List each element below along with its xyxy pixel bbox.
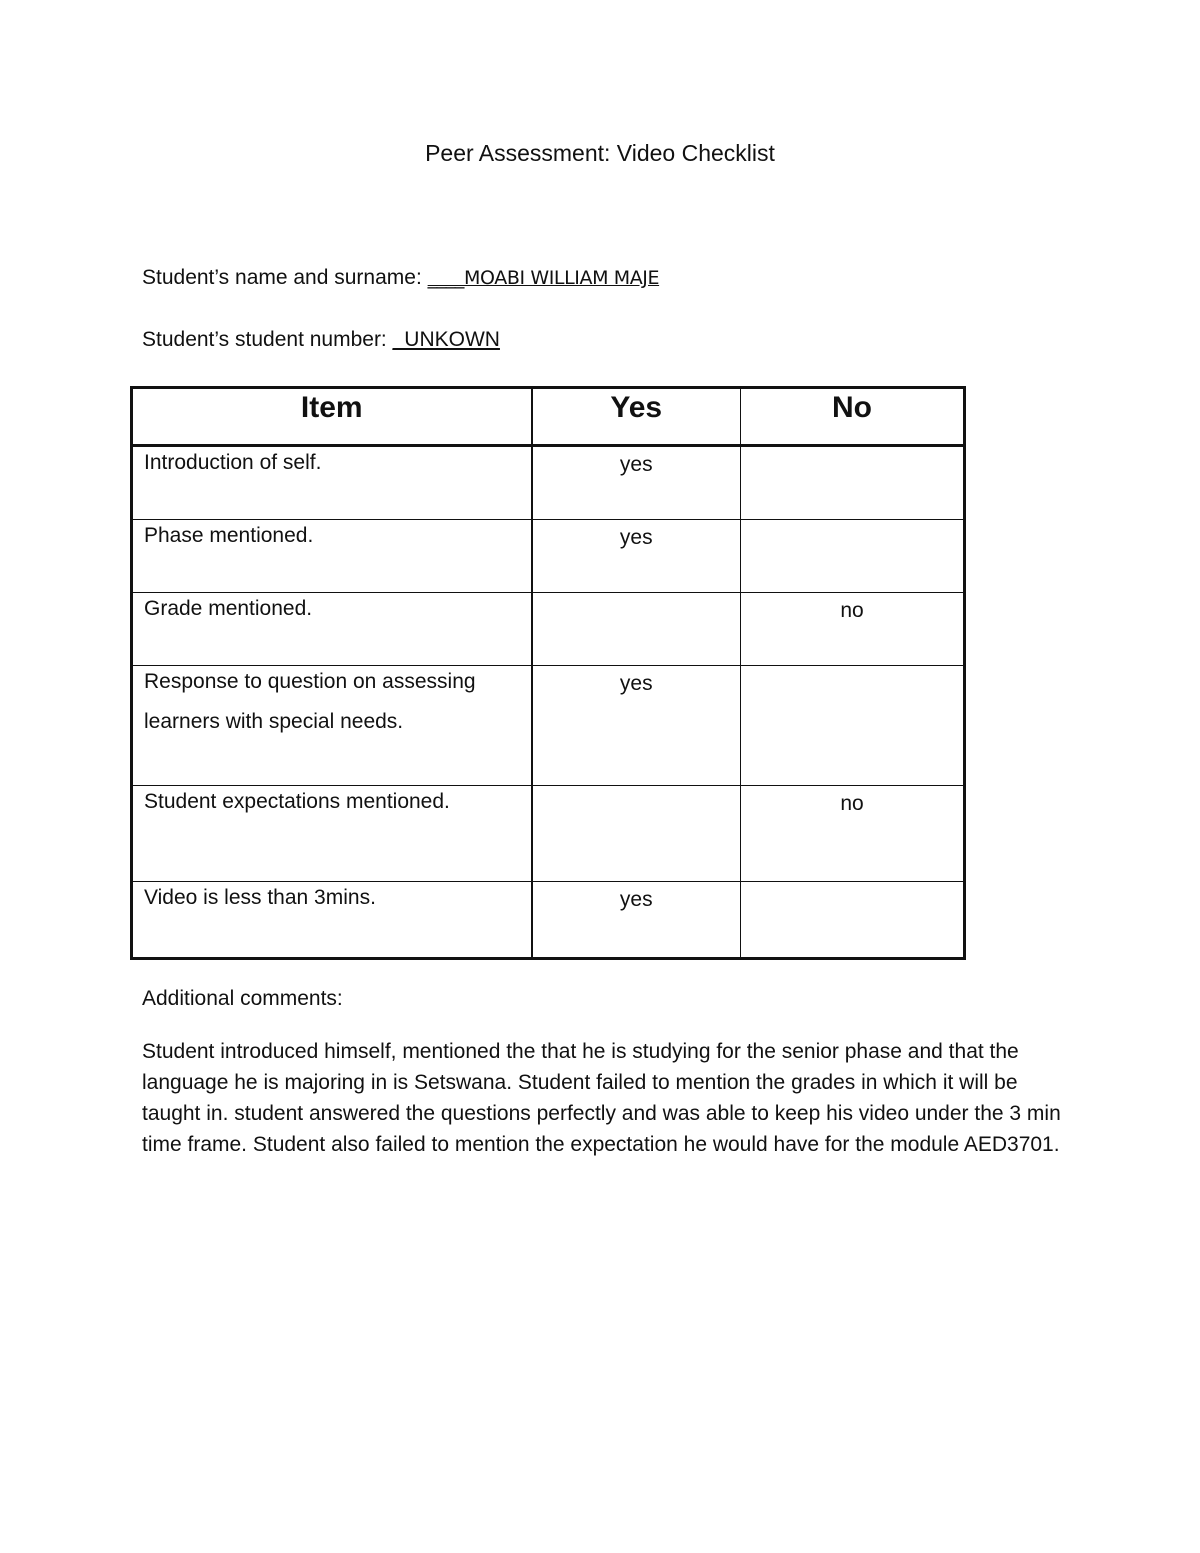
item-cell xyxy=(132,446,532,520)
checklist-table xyxy=(130,386,966,960)
item-cell xyxy=(132,786,532,882)
table-row xyxy=(132,786,965,882)
student-number-label: Student’s student number: xyxy=(142,328,393,351)
item-text: Response to question on assessing learners with special needs. xyxy=(144,670,476,733)
student-name-label: Student’s name and surname: xyxy=(142,266,428,289)
table-row xyxy=(132,446,965,520)
item-cell xyxy=(132,666,532,786)
no-cell: no xyxy=(741,593,965,666)
item-cell xyxy=(132,593,532,666)
no-cell: no xyxy=(741,786,965,882)
header-no: No xyxy=(741,388,965,446)
table-row xyxy=(132,666,965,786)
student-number-value: _UNKOWN xyxy=(392,328,500,351)
table-header-row xyxy=(132,388,965,446)
yes-cell: yes xyxy=(532,520,741,593)
no-cell xyxy=(741,446,965,520)
comments-label: Additional comments: xyxy=(142,987,343,1010)
yes-cell xyxy=(532,786,741,882)
no-cell xyxy=(741,520,965,593)
yes-cell: yes xyxy=(532,882,741,959)
item-cell xyxy=(132,520,532,593)
header-item: Item xyxy=(132,388,532,446)
item-cell xyxy=(132,882,532,959)
student-name-value: ____MOABI WILLIAM MAJE xyxy=(427,267,660,289)
no-cell xyxy=(741,666,965,786)
item-text: Grade mentioned. xyxy=(144,597,313,620)
item-text: Video is less than 3mins. xyxy=(144,886,376,909)
table-row xyxy=(132,593,965,666)
item-text: Phase mentioned. xyxy=(144,524,314,547)
student-number-field xyxy=(142,328,500,352)
no-cell xyxy=(741,882,965,959)
yes-cell: yes xyxy=(532,666,741,786)
table-row xyxy=(132,882,965,959)
student-name-field xyxy=(142,266,659,290)
page-title: Peer Assessment: Video Checklist xyxy=(425,140,775,166)
yes-cell: yes xyxy=(532,446,741,520)
header-yes: Yes xyxy=(532,388,741,446)
table-row xyxy=(132,520,965,593)
comments-body: Student introduced himself, mentioned the that he is studying for the senior phase and that the language he is majoring in is Setswana. Student failed to mention the grades in which it will be taught in. student answered the questions perfectly and was able to keep his video under the 3 min time frame. Student also failed to mention the expectation he would have for the module AED3701. xyxy=(142,1040,1061,1156)
item-text: Student expectations mentioned. xyxy=(144,790,450,813)
yes-cell xyxy=(532,593,741,666)
item-text: Introduction of self. xyxy=(144,451,322,474)
